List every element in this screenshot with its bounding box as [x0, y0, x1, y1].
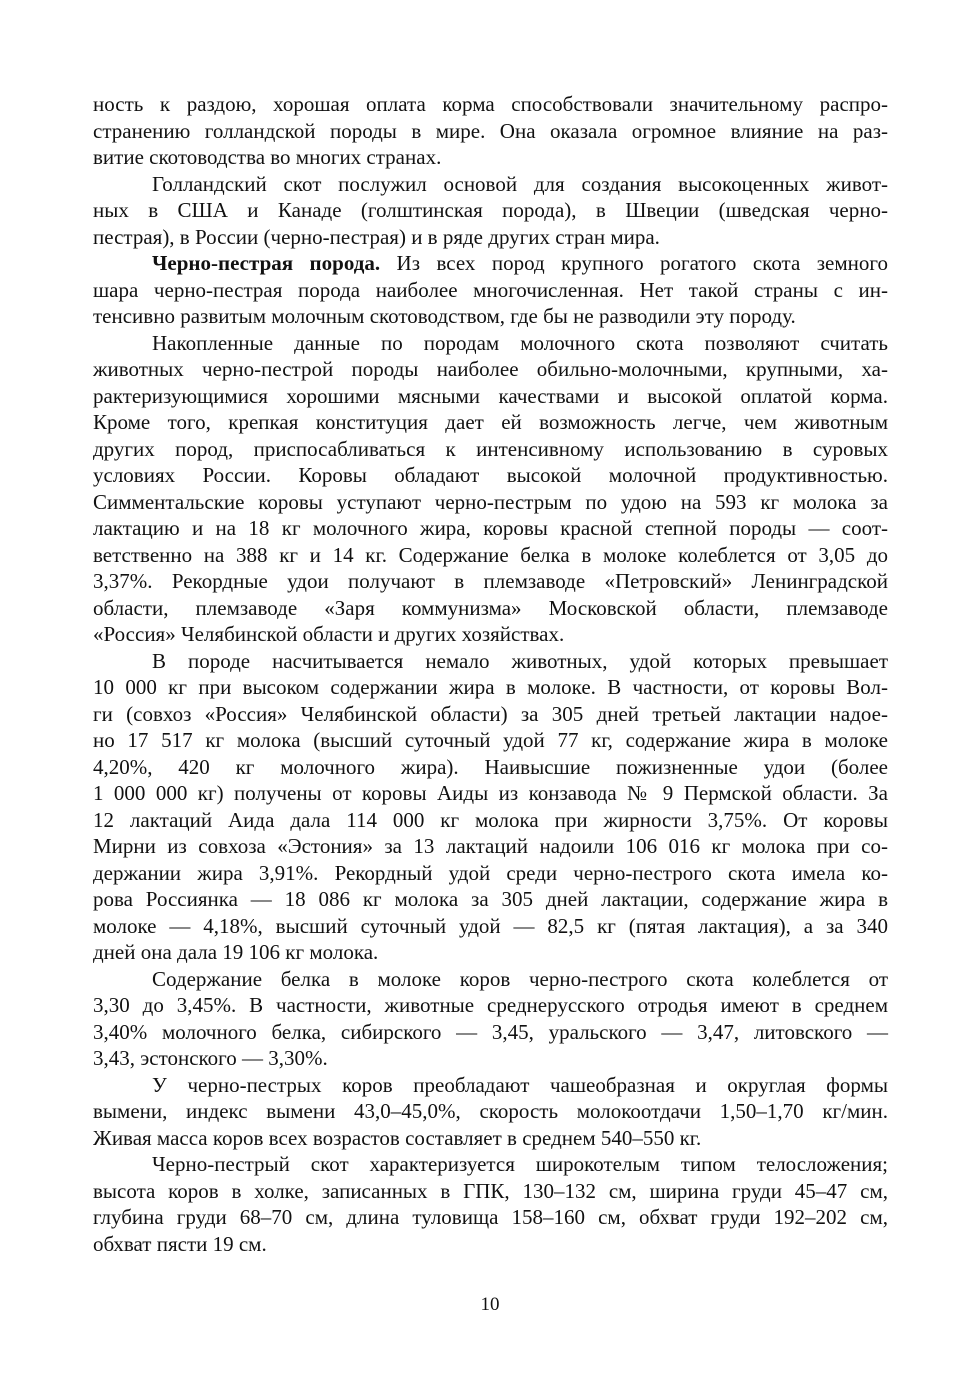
page-number: 10: [480, 1294, 500, 1315]
text-line: ги (совхоз «Россия» Челябинской области) за 305 дней третьей лактации надое-: [93, 701, 888, 726]
text-line: В породе насчитывается немало животных, удой которых превышает: [152, 648, 888, 673]
section-heading: Черно-пестрая порода.: [152, 251, 381, 275]
paragraph: [93, 171, 888, 251]
text-line: глубина груди 68–70 см, длина туловища 158–160 см, обхват груди 192–202 см,: [93, 1205, 888, 1229]
paragraph: [93, 648, 888, 966]
paragraph: [93, 91, 888, 171]
text-line: но 17 517 кг молока (высший суточный удой 77 кг, содержание жира в молоке: [93, 728, 888, 752]
text-line: 10 000 кг при высоком содержании жира в молоке. В частности, от коровы Вол-: [93, 675, 888, 699]
text-line: ных в США и Канаде (голштинская порода), в Швеции (шведская черно-: [93, 198, 888, 222]
text-line: Мирни из совхоза «Эстония» за 13 лактаций надоили 106 016 кг молока при со-: [93, 834, 888, 858]
text-line: рактеризующимися хорошими мясными качествами и высокой оплатой корма.: [93, 383, 888, 408]
text-line: других пород, приспосабливаться к интенсивному использованию в суровых: [93, 436, 888, 461]
text-line: 4,20%, 420 кг молочного жира). Наивысшие пожизненные удои (более: [93, 754, 888, 779]
text-line: Голландский скот послужил основой для создания высокоценных живот-: [152, 171, 888, 196]
text-line: дней она дала 19 106 кг молока.: [93, 940, 379, 964]
text-line: держании жира 3,91%. Рекордный удой среди черно-пестрого скота имела ко-: [93, 860, 888, 885]
text-line: 3,37%. Рекордные удои получают в племзаводе «Петровский» Ленинградской: [93, 569, 888, 593]
text-line: высота коров в холке, записанных в ГПК, 130–132 см, ширина груди 45–47 см,: [93, 1178, 888, 1203]
text-line: [93, 250, 888, 277]
text-line: пестрая), в России (черно-пестрая) и в ряде других стран мира.: [93, 224, 660, 249]
text-line: ветственно на 388 кг и 14 кг. Содержание белка в молоке колеблется от 3,05 до: [93, 542, 888, 567]
text-line: животных черно-пестрой породы наиболее обильно-молочными, крупными, ха-: [93, 357, 888, 381]
text-line: Живая масса коров всех возрастов составляет в среднем 540–550 кг.: [93, 1125, 702, 1150]
text-line: шара черно-пестрая порода наиболее многочисленная. Нет такой страны с ин-: [93, 277, 888, 302]
text-line: Кроме того, крепкая конституция дает ей возможность легче, чем животным: [93, 410, 888, 434]
text-line: витие скотоводства во многих странах.: [93, 145, 442, 169]
paragraph: [93, 1072, 888, 1152]
text-line: 3,30 до 3,45%. В частности, животные среднерусского отродья имеют в среднем: [93, 993, 888, 1017]
text-line: «Россия» Челябинской области и других хозяйствах.: [93, 622, 565, 646]
paragraph: [93, 966, 888, 1072]
text-line: ность к раздою, хорошая оплата корма способствовали значительному распро-: [93, 92, 888, 116]
text-run: Из всех пород крупного рогатого скота земного: [380, 251, 888, 275]
text-line: вымени, индекс вымени 43,0–45,0%, скорость молокоотдачи 1,50–1,70 кг/мин.: [93, 1099, 888, 1123]
text-line: лактацию и на 18 кг молочного жира, коровы красной степной породы — соот-: [93, 516, 888, 540]
text-line: условиях России. Коровы обладают высокой молочной продуктивностью.: [93, 463, 888, 487]
paragraph: [93, 330, 888, 648]
text-line: Накопленные данные по породам молочного скота позволяют считать: [152, 330, 888, 355]
text-line: 12 лактаций Аида дала 114 000 кг молока при жирности 3,75%. От коровы: [93, 807, 888, 832]
text-line: рова Россиянка — 18 086 кг молока за 305 дней лактации, содержание жира в: [93, 887, 888, 911]
paragraph: [93, 1151, 888, 1257]
text-line: области, племзаводе «Заря коммунизма» Московской области, племзаводе: [93, 595, 888, 620]
page-body: [93, 91, 888, 1257]
text-line: обхват пясти 19 см.: [93, 1231, 267, 1256]
text-line: У черно-пестрых коров преобладают чашеобразная и округлая формы: [152, 1072, 888, 1097]
text-line: 1 000 000 кг) получены от коровы Аиды из конзавода № 9 Пермской области. За: [93, 781, 888, 805]
text-line: Симментальские коровы уступают черно-пестрым по удою на 593 кг молока за: [93, 489, 888, 514]
text-line: 3,43, эстонского — 3,30%.: [93, 1046, 328, 1070]
paragraph: [93, 250, 888, 330]
text-line: молоке — 4,18%, высший суточный удой — 82,5 кг (пятая лактация), а за 340: [93, 913, 888, 938]
text-line: странению голландской породы в мире. Она оказала огромное влияние на раз-: [93, 118, 888, 143]
text-line: 3,40% молочного белка, сибирского — 3,45, уральского — 3,47, литовского —: [93, 1019, 888, 1044]
text-line: Содержание белка в молоке коров черно-пестрого скота колеблется от: [152, 966, 888, 991]
text-line: тенсивно развитым молочным скотоводством, где бы не разводили эту породу.: [93, 304, 796, 328]
text-line: Черно-пестрый скот характеризуется широкотелым типом телосложения;: [152, 1152, 888, 1176]
